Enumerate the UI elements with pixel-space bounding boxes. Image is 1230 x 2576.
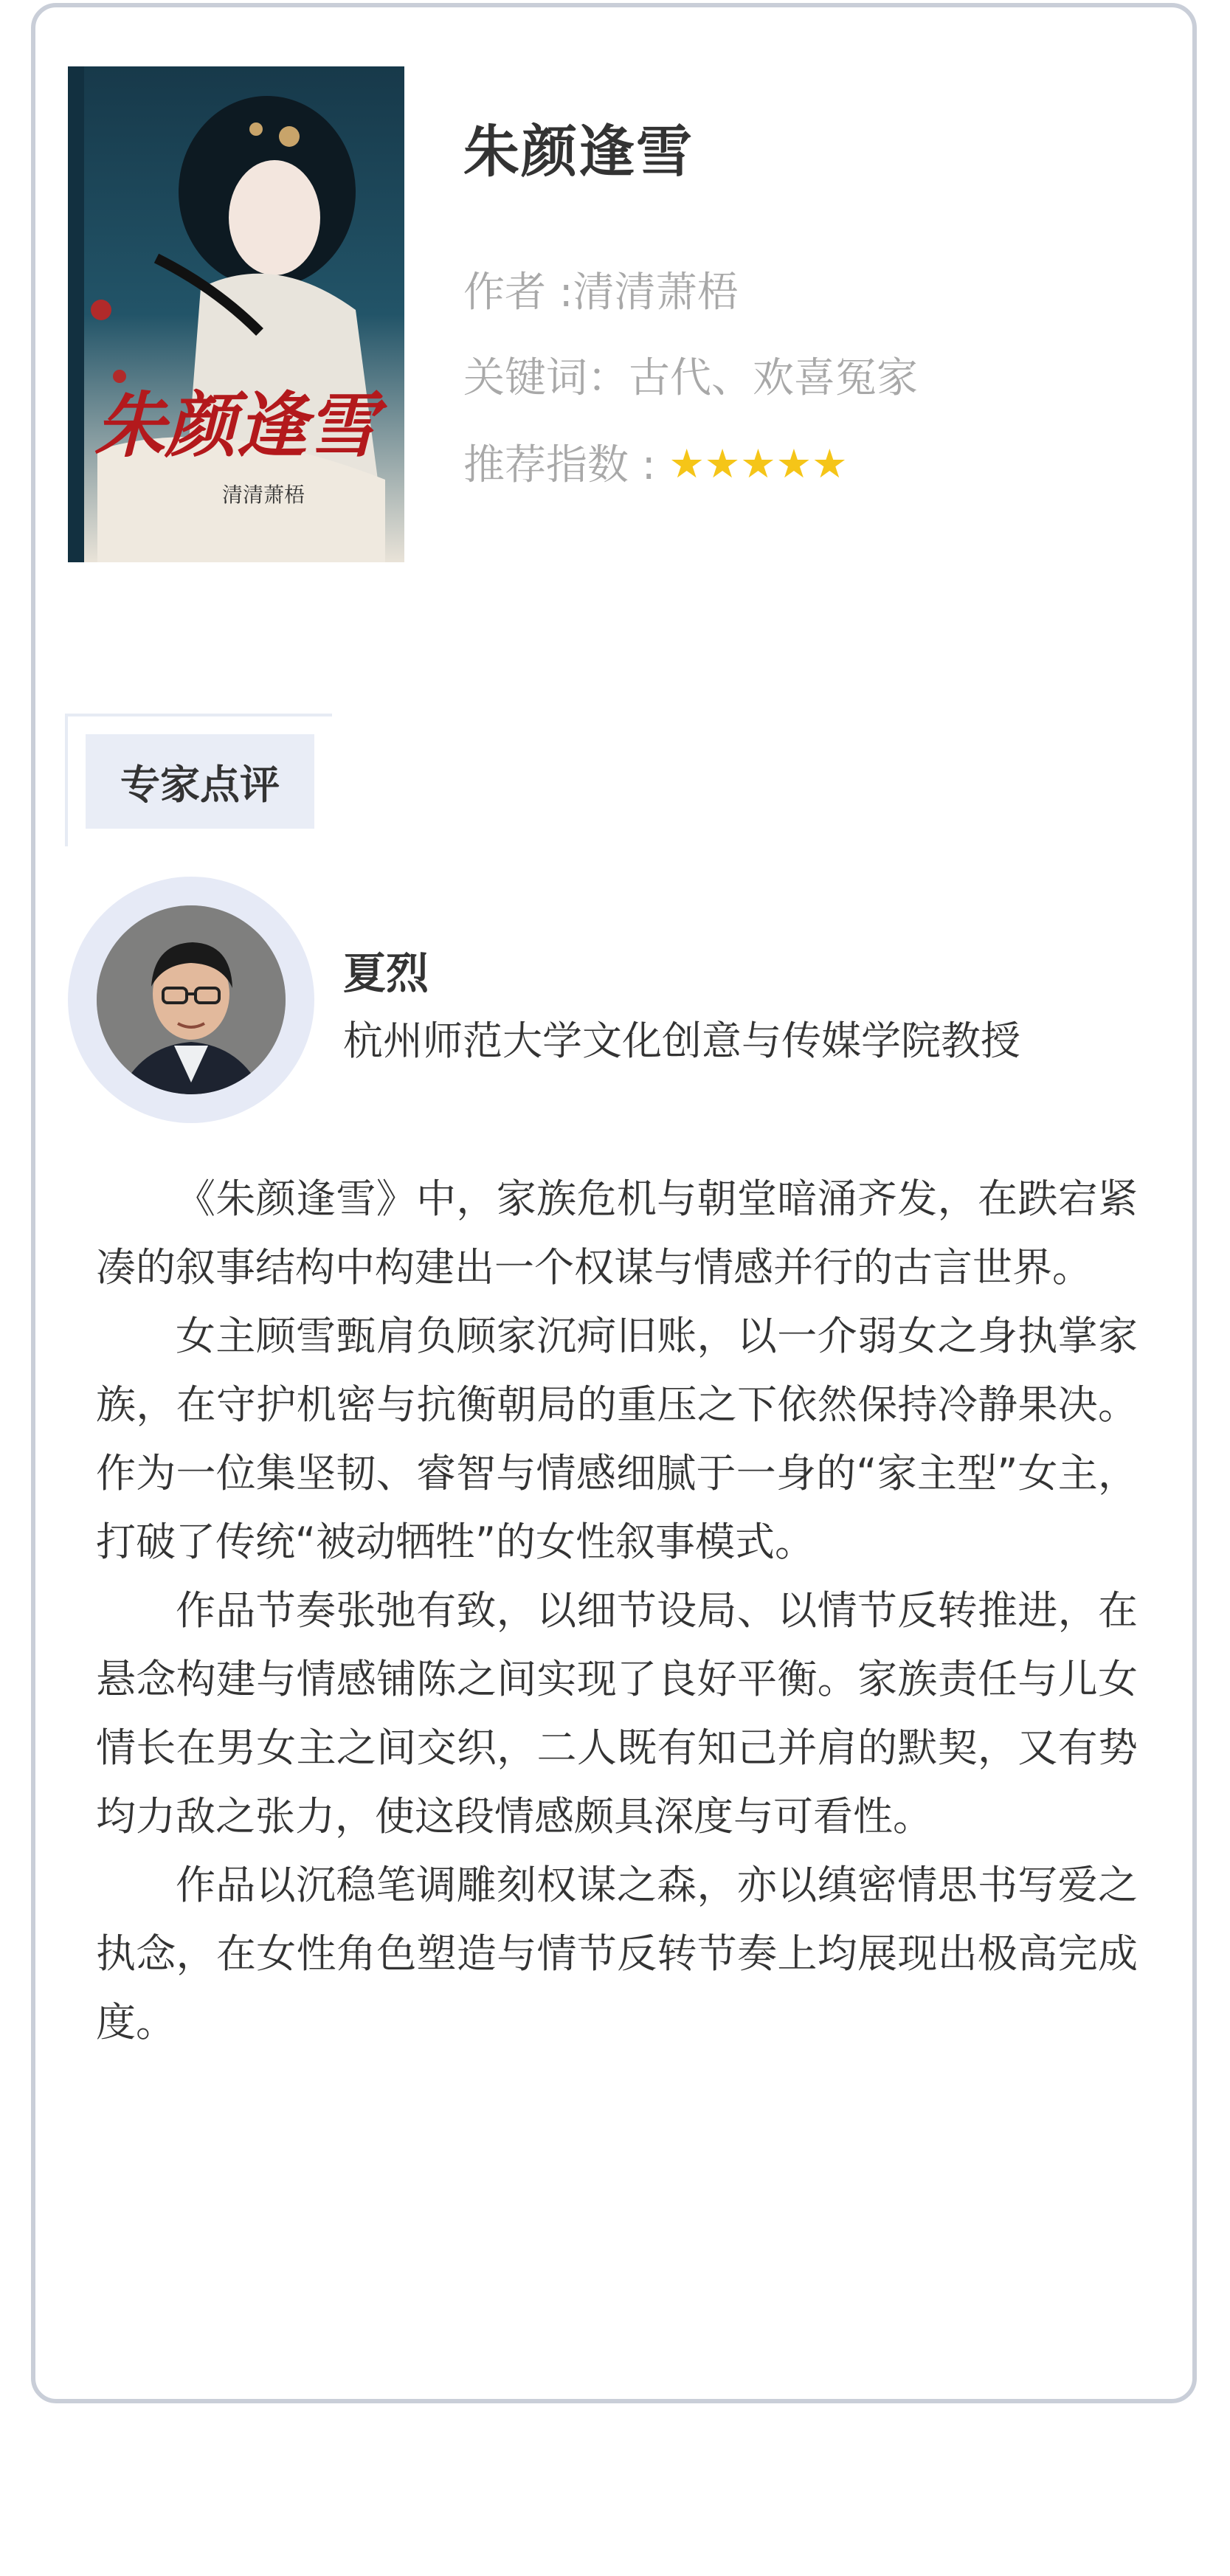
review-body: [96, 1164, 1138, 2057]
section-label-expert-review: 专家点评: [86, 734, 314, 829]
book-keywords: 关键词：古代、欢喜冤家: [463, 354, 918, 402]
review-paragraph: 《朱颜逢雪》中，家族危机与朝堂暗涌齐发，在跌宕紧凑的叙事结构中构建出一个权谋与情感并行的古言世界。: [96, 1175, 1138, 1291]
section-label-decoration: [65, 714, 332, 716]
book-author: 作者 :清清萧梧: [463, 269, 739, 317]
expert-title: 杭州师范大学文化创意与传媒学院教授: [343, 1018, 1020, 1064]
book-title: 朱颜逢雪: [463, 119, 694, 184]
expert-avatar: [97, 905, 286, 1094]
review-paragraph: 女主顾雪甄肩负顾家沉疴旧账，以一介弱女之身执掌家族，在守护机密与抗衡朝局的重压之下依然保持冷静果决。作为一位集坚韧、睿智与情感细腻于一身的“家主型”女主，打破了传统“被动牺牲”的女性叙事模式。: [96, 1313, 1138, 1565]
book-rating: [463, 432, 848, 491]
rating-stars-icon: ★★★★★: [668, 441, 848, 487]
review-paragraph: 作品节奏张弛有致，以细节设局、以情节反转推进，在悬念构建与情感铺陈之间实现了良好平衡。家族责任与儿女情长在男女主之间交织，二人既有知己并肩的默契，又有势均力敌之张力，使这段情感颇具深度与可看性。: [96, 1587, 1138, 1840]
rating-label: 推荐指数 :: [463, 441, 656, 489]
review-paragraph: 作品以沉稳笔调雕刻权谋之森，亦以缜密情思书写爱之执念，在女性角色塑造与情节反转节奏上均展现出极高完成度。: [96, 1862, 1138, 2045]
cover-author-text: 清清萧梧: [221, 483, 305, 507]
expert-name: 夏烈: [343, 948, 429, 998]
book-cover-image[interactable]: [68, 66, 404, 562]
section-label-decoration-left: [65, 714, 68, 846]
cover-title-text: 朱颜逢雪: [94, 384, 378, 467]
